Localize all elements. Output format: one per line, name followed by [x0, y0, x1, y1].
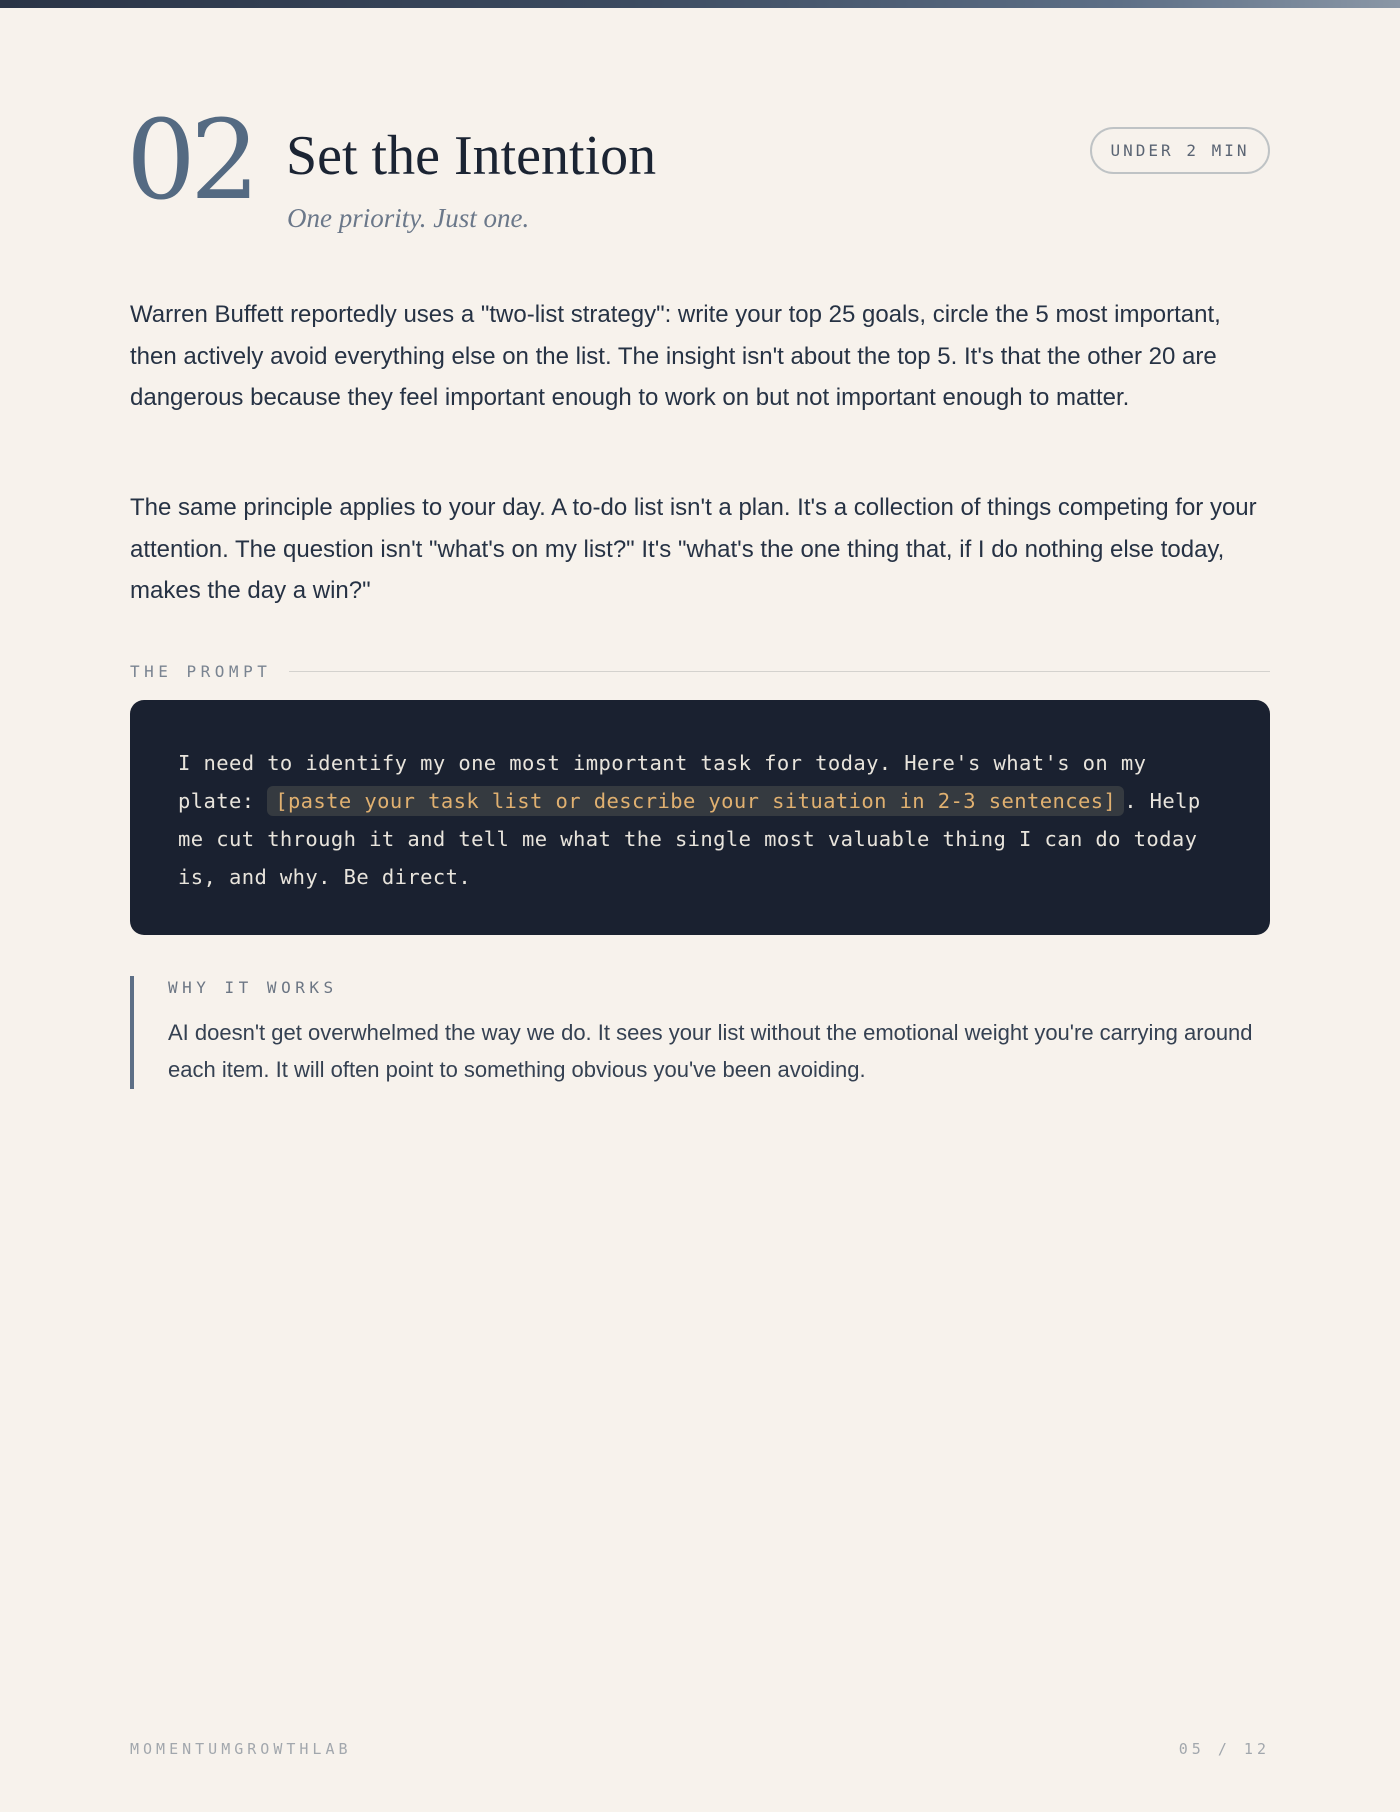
divider: [289, 671, 1270, 672]
prompt-card[interactable]: [130, 700, 1270, 935]
footer-brand: MOMENTUMGROWTHLAB: [130, 1740, 352, 1758]
body-paragraph: The same principle applies to your day. A to-do list isn't a plan. It's a collection of things competing for your attention. The question isn't "what's on my list?" It's "what's the one thing that, if I do nothing else today, makes the day a win?": [130, 494, 1257, 604]
page-number: 05 / 12: [1178, 1740, 1270, 1758]
page-title: Set the Intention: [286, 125, 657, 187]
prompt-label: THE PROMPT: [130, 661, 272, 681]
why-it-works-text: AI doesn't get overwhelmed the way we do. It sees your list without the emotional weight you're carrying around each item. It will often point to something obvious you've been avoiding.: [168, 1020, 1253, 1082]
section-header: [126, 96, 1270, 250]
prompt-text-before: I need to identify my one most important task for today. Here's what's on my plate:: [178, 751, 1147, 813]
why-it-works-label: WHY IT WORKS: [168, 978, 338, 997]
prompt-heading: [130, 656, 1270, 686]
page-subtitle: One priority. Just one.: [287, 203, 530, 233]
top-accent-bar: [0, 0, 1400, 8]
prompt-text[interactable]: [178, 744, 1222, 896]
body-paragraph: Warren Buffett reportedly uses a "two-list strategy": write your top 25 goals, circle the 5 most important, then actively avoid everything else on the list. The insight isn't about the top 5. It's that the other 20 are dangerous because they feel important enough to work on but not important enough to matter.: [130, 301, 1221, 411]
prompt-text-after: . Help me cut through it and tell me what the single most valuable thing I can do today is, and why. Be direct.: [178, 789, 1201, 889]
why-it-works-callout: [130, 976, 1270, 1089]
time-badge: UNDER 2 MIN: [1090, 127, 1270, 174]
section-number: 02: [126, 96, 254, 224]
prompt-placeholder[interactable]: [paste your task list or describe your situation in 2-3 sentences]: [267, 786, 1124, 816]
